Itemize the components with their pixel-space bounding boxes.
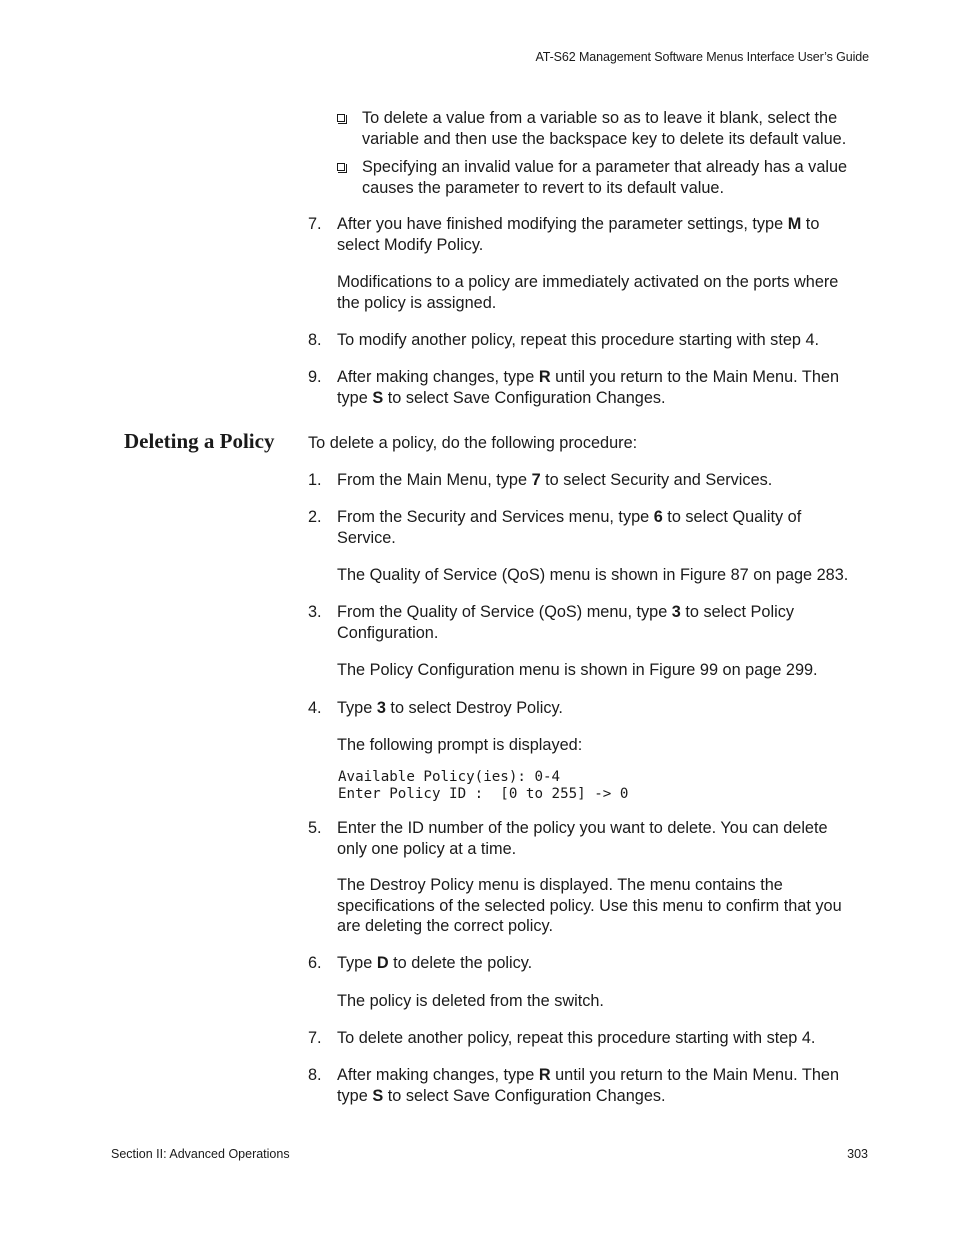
step-number: 5. [308, 819, 322, 837]
step-number: 8. [308, 331, 322, 349]
step-text: From the Security and Services menu, type 6 to select Quality of Service. [337, 508, 802, 547]
step-note: The policy is deleted from the switch. [337, 992, 604, 1010]
checkbox-bullet-icon [337, 163, 345, 171]
step-text: Enter the ID number of the policy you want to delete. You can delete only one policy at a time. [337, 819, 828, 858]
step-text: Type 3 to select Destroy Policy. [337, 699, 563, 717]
step-number: 7. [308, 1029, 322, 1047]
footer-page-number: 303 [847, 1147, 868, 1161]
section-intro: To delete a policy, do the following procedure: [308, 434, 638, 452]
running-header: AT-S62 Management Software Menus Interface User’s Guide [535, 50, 869, 64]
step-note: The Quality of Service (QoS) menu is shown in Figure 87 on page 283. [337, 566, 849, 584]
step-number: 6. [308, 954, 322, 972]
section-heading: Deleting a Policy [124, 429, 275, 453]
step-text: After making changes, type R until you return to the Main Menu. Then type S to select Save Configuration Changes. [337, 368, 839, 407]
step-text: After making changes, type R until you return to the Main Menu. Then type S to select Save Configuration Changes. [337, 1066, 839, 1105]
step-note: The Policy Configuration menu is shown in Figure 99 on page 299. [337, 661, 818, 679]
checkbox-bullet-icon [337, 114, 345, 122]
step-number: 7. [308, 215, 322, 233]
step-number: 4. [308, 699, 322, 717]
bullet-text: Specifying an invalid value for a parameter that already has a value causes the parameter to revert to its default value. [362, 158, 848, 197]
step-note: The Destroy Policy menu is displayed. The menu contains the specifications of the selected policy. Use this menu to confirm that you are deleting the correct policy. [337, 876, 842, 935]
step-text: Type D to delete the policy. [337, 954, 533, 972]
bullet-text: To delete a value from a variable so as to leave it blank, select the variable and then use the backspace key to delete its default value. [362, 109, 847, 148]
step-text: From the Main Menu, type 7 to select Security and Services. [337, 471, 773, 489]
step-number: 1. [308, 471, 322, 489]
step-text: After you have finished modifying the parameter settings, type M to select Modify Policy. [337, 215, 820, 254]
step-note: The following prompt is displayed: [337, 736, 583, 754]
footer-section-label: Section II: Advanced Operations [111, 1147, 290, 1161]
prompt-code-block: Available Policy(ies): 0-4 Enter Policy ID : [0 to 255] -> 0 [338, 769, 629, 802]
step-number: 8. [308, 1066, 322, 1084]
step-text: From the Quality of Service (QoS) menu, type 3 to select Policy Configuration. [337, 603, 794, 642]
step-number: 3. [308, 603, 322, 621]
step-note: Modifications to a policy are immediately activated on the ports where the policy is assigned. [337, 273, 839, 312]
step-text: To delete another policy, repeat this procedure starting with step 4. [337, 1029, 816, 1047]
step-number: 2. [308, 508, 322, 526]
step-number: 9. [308, 368, 322, 386]
step-text: To modify another policy, repeat this procedure starting with step 4. [337, 331, 820, 349]
